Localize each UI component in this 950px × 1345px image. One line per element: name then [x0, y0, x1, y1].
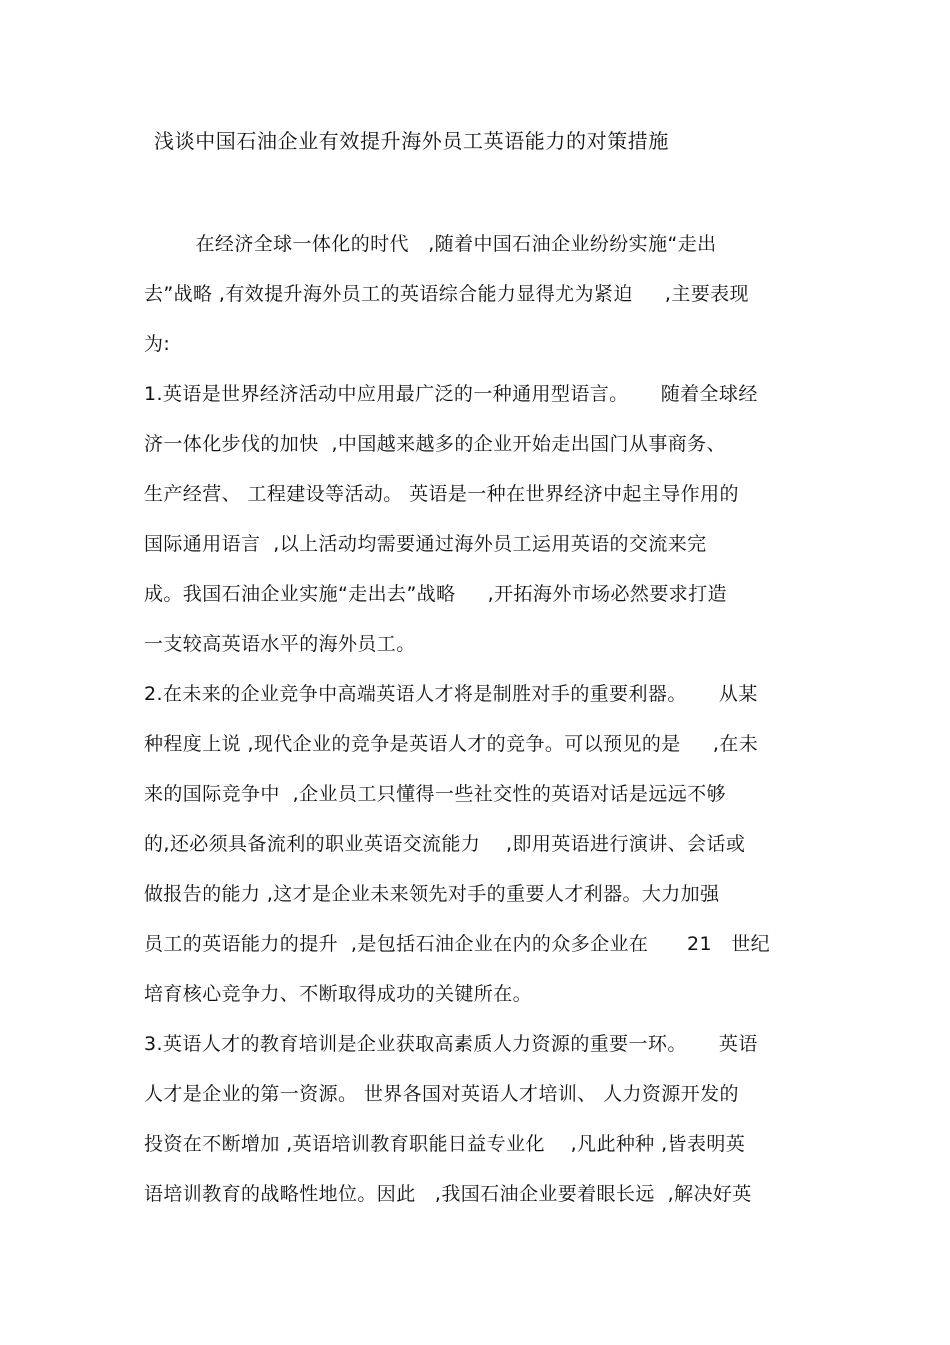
body-line: 投资在不断增加 ,英语培训教育职能日益专业化 ,凡此种种 ,皆表明英	[144, 1133, 746, 1155]
body-line: 成。我国石油企业实施“走出去”战略 ,开拓海外市场必然要求打造	[144, 583, 727, 605]
body-line: 生产经营、 工程建设等活动。 英语是一种在世界经济中起主导作用的	[144, 483, 739, 505]
body-line: 做报告的能力 ,这才是企业未来领先对手的重要人才利器。大力加强	[144, 883, 720, 905]
body-line: 员工的英语能力的提升 ,是包括石油企业在内的众多企业在 21 世纪	[144, 933, 771, 955]
body-line: 为:	[144, 333, 171, 355]
body-line: 种程度上说 ,现代企业的竞争是英语人才的竞争。可以预见的是 ,在未	[144, 733, 759, 755]
body-line: 培育核心竞争力、不断取得成功的关键所在。	[144, 983, 533, 1005]
body-line: 1.英语是世界经济活动中应用最广泛的一种通用型语言。 随着全球经	[144, 383, 758, 405]
body-line: 人才是企业的第一资源。 世界各国对英语人才培训、 人力资源开发的	[144, 1083, 739, 1105]
body-line: 的,还必须具备流利的职业英语交流能力 ,即用英语进行演讲、会话或	[144, 833, 746, 855]
body-line: 一支较高英语水平的海外员工。	[144, 633, 416, 655]
body-line: 来的国际竞争中 ,企业员工只懂得一些社交性的英语对话是远远不够	[144, 783, 726, 805]
body-line: 在经济全球一体化的时代 ,随着中国石油企业纷纷实施“走出	[144, 233, 717, 255]
body-line: 去”战略 ,有效提升海外员工的英语综合能力显得尤为紧迫 ,主要表现	[144, 283, 749, 305]
body-line: 3.英语人才的教育培训是企业获取高素质人力资源的重要一环。 英语	[144, 1033, 758, 1055]
page-title: 浅谈中国石油企业有效提升海外员工英语能力的对策措施	[154, 129, 669, 153]
body-line: 2.在未来的企业竞争中高端英语人才将是制胜对手的重要利器。 从某	[144, 683, 758, 705]
body-line: 国际通用语言 ,以上活动均需要通过海外员工运用英语的交流来完	[144, 533, 707, 555]
body-line: 语培训教育的战略性地位。因此 ,我国石油企业要着眼长远 ,解决好英	[144, 1183, 752, 1205]
body-line: 济一体化步伐的加快 ,中国越来越多的企业开始走出国门从事商务、	[144, 433, 726, 455]
